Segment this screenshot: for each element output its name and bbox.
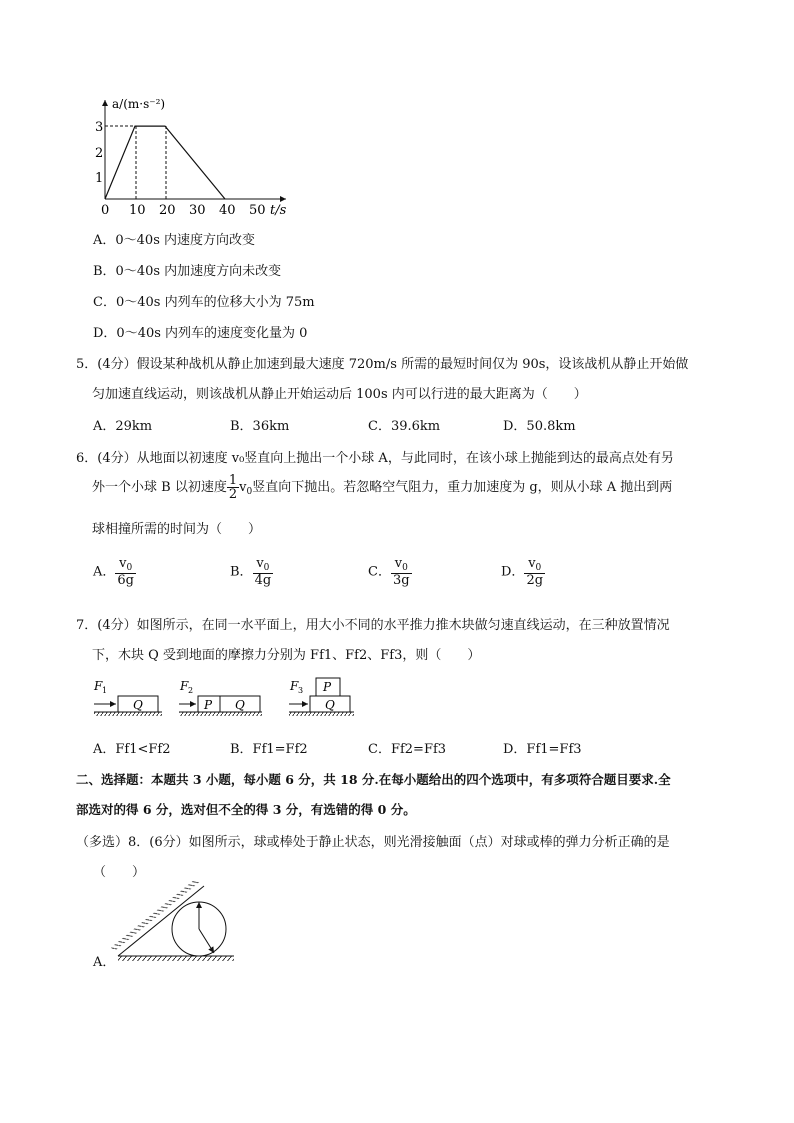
q7-option-b: B．Ff1=Ff2: [230, 742, 308, 757]
q6-half-fraction: $\frac{1}{2}$: [228, 473, 238, 502]
svg-text:3: 3: [298, 686, 304, 695]
acceleration-time-graph: [86, 92, 306, 220]
q7-stem-line1: 7．(4分）如图所示，在同一水平面上，用大小不同的水平推力推木块做匀速直线运动，在三种放置情况: [76, 618, 670, 633]
q5-stem-line1: 5．(4分）假设某种战机从静止加速到最大速度 720m/s 所需的最短时间仅为 90s，设该战机从静止开始做: [76, 357, 689, 372]
q6-option-b: B． $\frac{v_0}{4g}$: [230, 556, 272, 588]
svg-text:F: F: [94, 679, 103, 693]
svg-text:Q: Q: [133, 698, 143, 712]
q6-stem-line1: 6．(4分）从地面以初速度 v₀竖直向上抛出一个小球 A，与此同时，在该小球上抛能到达的最高点处有另: [76, 451, 674, 466]
q8-stem-line2: （ ）: [93, 865, 146, 880]
section2-heading-line2: 部选对的得 6 分，选对但不全的得 3 分，有选错的得 0 分。: [76, 802, 416, 817]
q7-option-d: D．Ff1=Ff3: [503, 742, 582, 757]
section2-heading-line1: 二、选择题：本题共 3 小题，每小题 6 分，共 18 分.在每小题给出的四个选项中，有多项符合题目要求.全: [76, 772, 671, 787]
q4-option-c: C．0～40s 内列车的位移大小为 75m: [93, 295, 315, 310]
q6-line2-pre: 外一个小球 B 以初速度: [92, 480, 227, 495]
q7-option-c: C．Ff2=Ff3: [368, 742, 447, 757]
q8-ball-incline-figure: [110, 880, 250, 970]
y-tick-label: 1: [95, 171, 104, 186]
svg-text:F: F: [180, 679, 189, 693]
svg-text:F: F: [290, 679, 299, 693]
x-tick-label: 30: [189, 203, 206, 218]
q8-option-a: A．: [93, 955, 116, 970]
y-axis-label: a/(m·s⁻²): [112, 97, 166, 111]
q6-option-c: C． $\frac{v_0}{3g}$: [368, 556, 410, 588]
q5-option-c: C．39.6km: [368, 419, 441, 434]
svg-text:1: 1: [102, 686, 108, 695]
q6-line2-post: 竖直向下抛出。若忽略空气阻力，重力加速度为 g，则从小球 A 抛出到两: [252, 480, 673, 495]
q4-option-a: A．0～40s 内速度方向改变: [93, 233, 256, 248]
y-tick-label: 3: [95, 120, 104, 135]
svg-text:P: P: [204, 698, 213, 712]
x-tick-label: 0: [101, 203, 110, 218]
x-axis-label: t/s: [270, 203, 287, 218]
figure-3: [289, 678, 354, 716]
x-tick-label: 50: [249, 203, 266, 218]
x-tick-label: 40: [219, 203, 236, 218]
q5-option-d: D．50.8km: [503, 419, 576, 434]
q6-stem-line2: [92, 474, 672, 501]
svg-text:Q: Q: [325, 698, 335, 712]
svg-text:2: 2: [188, 686, 194, 695]
q6-stem-line3: 球相撞所需的时间为（ ）: [92, 522, 262, 537]
x-tick-label: 20: [159, 203, 176, 218]
q5-stem-line2: 匀加速直线运动，则该战机从静止开始运动后 100s 内可以行进的最大距离为（ ）: [92, 387, 587, 402]
q5-option-a: A．29km: [93, 419, 153, 434]
q4-option-b: B．0～40s 内加速度方向未改变: [93, 264, 282, 279]
q8-stem-line1: （多选）8．(6分）如图所示，球或棒处于静止状态，则光滑接触面（点）对球或棒的弹力分析正确的是: [76, 835, 670, 850]
q7-stem-line2: 下，木块 Q 受到地面的摩擦力分别为 Ff1、Ff2、Ff3，则（ ）: [92, 648, 481, 663]
q6-option-d: D． $\frac{v_0}{2g}$: [501, 556, 544, 588]
y-tick-label: 2: [95, 146, 104, 161]
figure-2: [179, 679, 262, 716]
q6-option-a: A． $\frac{v_0}{6g}$: [93, 556, 134, 588]
acceleration-series-line: [105, 126, 225, 199]
x-tick-label: 10: [129, 203, 146, 218]
q7-option-a: A．Ff1<Ff2: [93, 742, 171, 757]
q4-option-d: D．0～40s 内列车的速度变化量为 0: [93, 326, 308, 341]
q6-v0: $v_0$: [239, 480, 253, 497]
svg-text:Q: Q: [235, 698, 245, 712]
q5-option-b: B．36km: [230, 419, 290, 434]
figure-1: [93, 679, 162, 716]
svg-text:P: P: [323, 680, 332, 694]
q7-blocks-figure: [90, 672, 370, 722]
